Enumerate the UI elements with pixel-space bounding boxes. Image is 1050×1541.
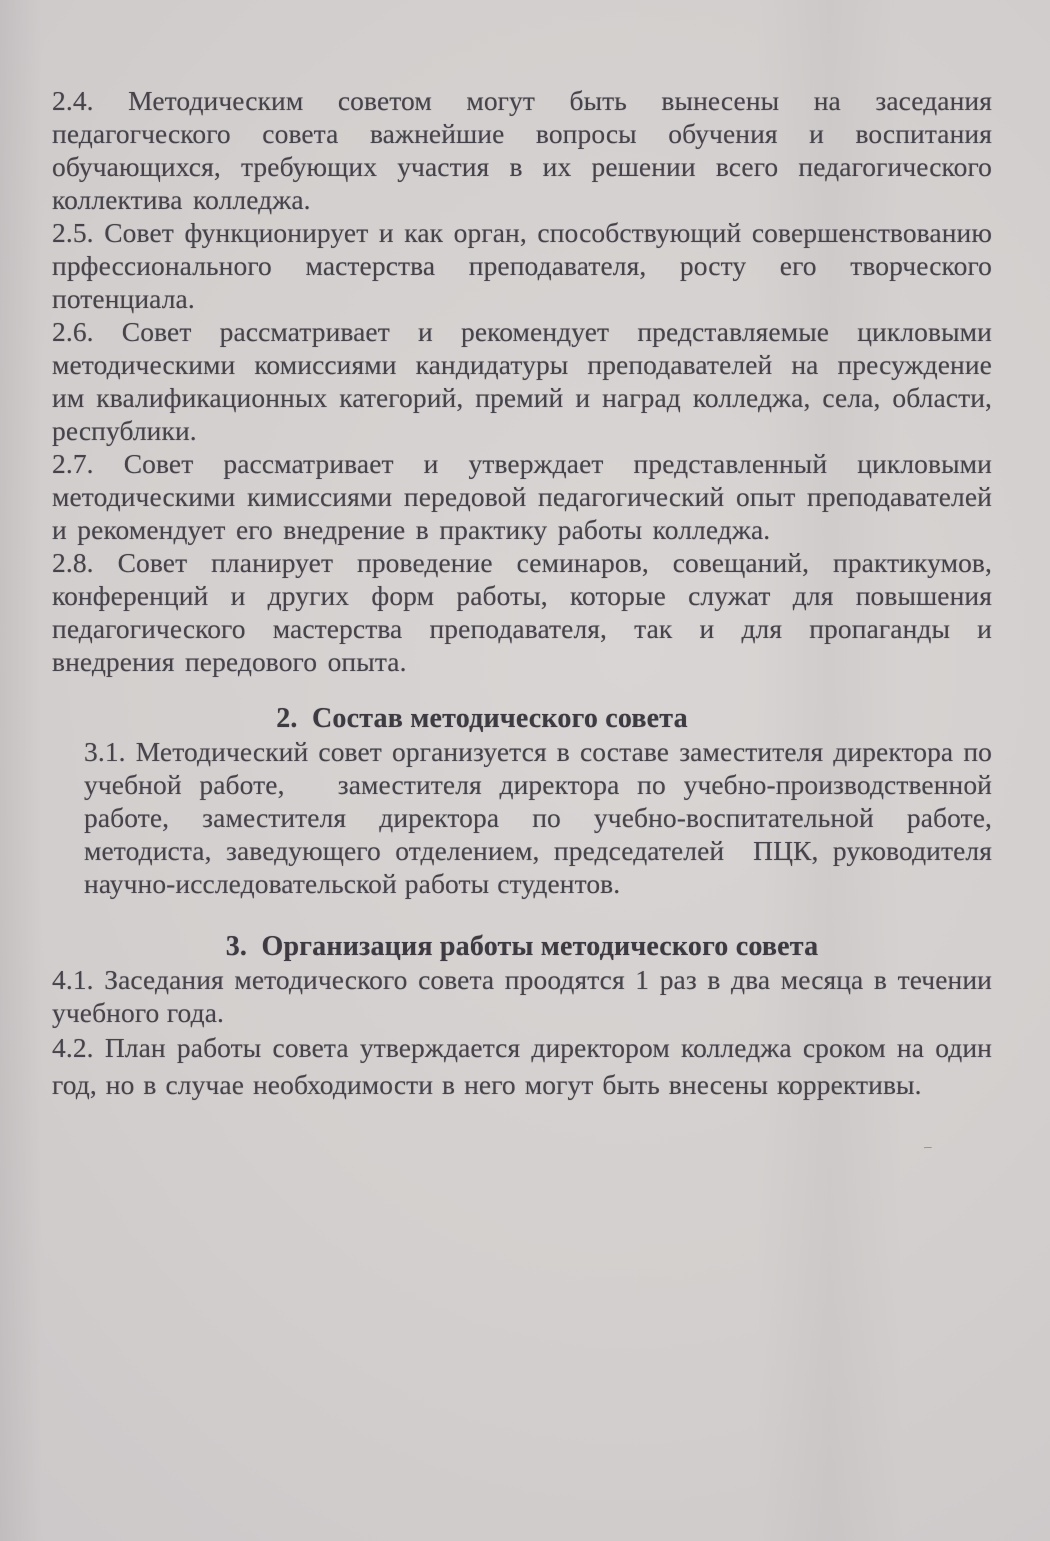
section-heading-organizatsiya: 3. Организация работы методического совета [225,931,819,962]
paragraph-2-8: 2.8. Совет планирует проведение семинаров, совещаний, практикумов, конференций и других форм работы, которые служат для повышения педагогического мастерства преподавателя, так и для пропаганды и внедрения передового опыта. [52,547,992,677]
paragraph-3-1: 3.1. Методический совет организуется в составе заместителя директора по учебной работе, заместителя директора по учебно-производственной работе, заместителя директора по учебно-воспитательной работе, методиста, заведующего отделением, председателей ПЦК, руководителя научно-исследовательской работы студентов. [84,736,992,899]
paragraph-2-7: 2.7. Совет рассматривает и утверждает представленный цикловыми методическими кимиссиями передовой педагогический опыт преподавателей и рекомендует его внедрение в практику работы колледжа. [52,448,992,545]
document-text-block [52,84,992,1103]
stray-pen-mark: – [923,1138,932,1156]
section-heading-sostav: 2. Состав методического совета [276,703,688,734]
paragraph-4-1: 4.1. Заседания методического совета проодятся 1 раз в два месяца в течении учебного года. [52,964,992,1028]
paragraph-2-6: 2.6. Совет рассматривает и рекомендует представляемые цикловыми методическими комиссиями кандидатуры преподавателей на пресуждение им квалификационных категорий, премий и наград колледжа, села, области, республики. [52,316,992,446]
paragraph-2-4: 2.4. Методическим советом могут быть вынесены на заседания педагогческого совета важнейшие вопросы обучения и воспитания обучающихся, требующих участия в их решении всего педагогического коллектива колледжа. [52,85,992,215]
paragraph-4-2: 4.2. План работы совета утверждается директором колледжа сроком на один год, но в случае необходимости в него могут быть внесены коррективы. [52,1032,992,1100]
paragraph-2-5: 2.5. Совет функционирует и как орган, способствующий совершенствованию прфессионального мастерства преподавателя, росту его творческого потенциала. [52,217,992,314]
